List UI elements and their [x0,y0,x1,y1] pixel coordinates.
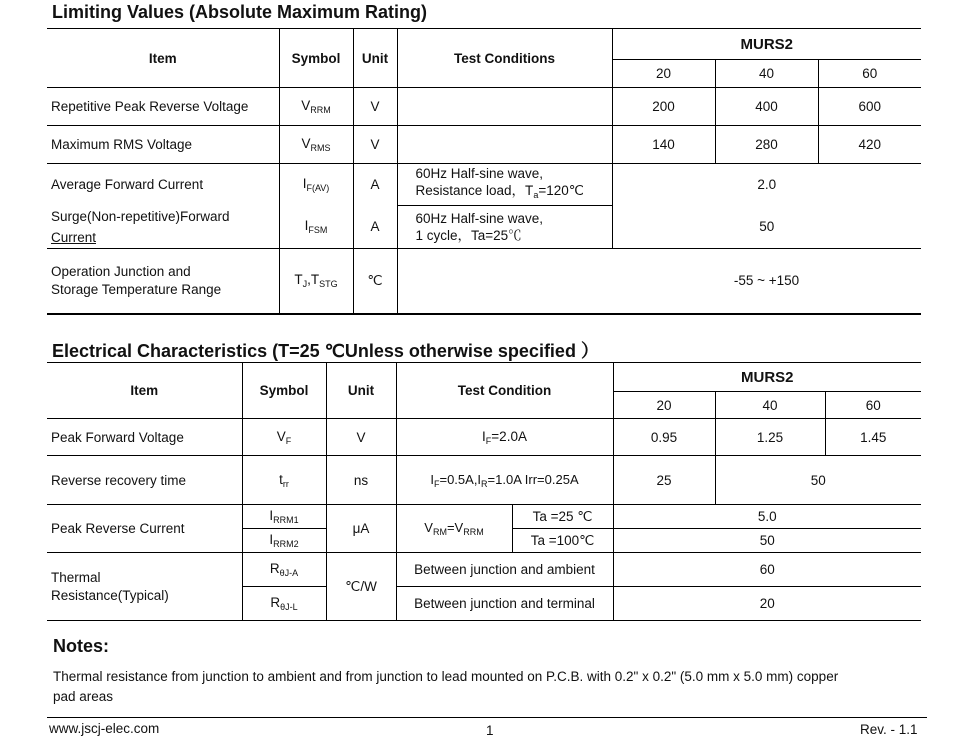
row-value-20: 140 [612,126,715,164]
header-symbol: Symbol [242,363,326,419]
notes-line-1: Thermal resistance from junction to ambient and from junction to lead mounted on P.C.B. with 0.2" x 0.2" (5.0 mm x 5.0 mm) copper [53,669,839,684]
row-symbol: $I_{RRM2}$ [242,529,326,553]
table-row [47,164,921,206]
row-condition-terminal: Between junction and terminal [396,587,613,621]
footer-url[interactable]: www.jscj-elec.com [49,721,160,736]
row-test [397,126,612,164]
row-ta-25: Ta =25 ℃ [512,505,613,529]
row-value: -55 ~ +150 [612,248,921,314]
row-symbol: $R_{\theta J-L}$ [242,587,326,621]
header-unit: Unit [353,29,397,88]
footer-revision: Rev. - 1.1 [860,722,918,737]
electrical-table [47,362,921,621]
row-condition-ambient: Between junction and ambient [396,553,613,587]
header-item: Item [47,363,242,419]
header-40: 40 [715,392,825,419]
header-part: MURS2 [613,363,921,392]
row-test: $I_F=0.5A,I_R=1.0A$ Irr=0.25A [396,456,613,505]
row-unit: ℃/W [326,553,396,621]
table-row [47,88,921,126]
row-unit: A [353,164,397,206]
table-row [47,505,921,529]
row-item: Maximum RMS Voltage [47,126,279,164]
row-item: Peak Forward Voltage [47,419,242,456]
row-value-60: 1.45 [825,419,921,456]
row-symbol: $V_{RRM}$ [279,88,353,126]
row-test: $I_F=2.0A$ [396,419,613,456]
row-symbol: $V_F$ [242,419,326,456]
row-value-40: 280 [715,126,818,164]
row-unit: V [353,88,397,126]
header-symbol: Symbol [279,29,353,88]
row-value-1: 5.0 [613,505,921,529]
row-value-20: 0.95 [613,419,715,456]
header-part: MURS2 [612,29,921,60]
row-unit: μA [326,505,396,553]
notes-line-2: pad areas [53,689,114,704]
table-row [47,419,921,456]
row-symbol: $I_{RRM1}$ [242,505,326,529]
row-value-2: 20 [613,587,921,621]
row-symbol: $V_{RMS}$ [279,126,353,164]
row-symbol: $t_{rr}$ [242,456,326,505]
row-test: 60Hz Half-sine wave, Resistance load，$T_a=120℃$ [397,164,612,206]
header-item: Item [47,29,279,88]
row-value-20: 25 [613,456,715,505]
row-value-2: 50 [613,529,921,553]
header-20: 20 [612,60,715,88]
electrical-title: Electrical Characteristics (T=25 ℃Unless otherwise specified ） [52,341,599,361]
row-unit: ℃ [353,248,397,314]
notes-title: Notes: [53,636,110,656]
header-test-condition: Test Condition [396,363,613,419]
row-value-1: 60 [613,553,921,587]
header-40: 40 [715,60,818,88]
row-item: Thermal Resistance(Typical) [47,553,242,621]
table-row [47,126,921,164]
row-unit: A [353,206,397,249]
row-value-20: 200 [612,88,715,126]
row-value: 50 [612,206,921,249]
row-value-60: 600 [818,88,921,126]
footer-page-number: 1 [486,723,494,738]
row-value-40: 400 [715,88,818,126]
table-row [47,248,921,314]
row-test [397,88,612,126]
header-unit: Unit [326,363,396,419]
limiting-title: Limiting Values (Absolute Maximum Rating) [52,2,428,22]
header-20: 20 [613,392,715,419]
table-row [47,456,921,505]
row-item: Average Forward Current [47,164,279,206]
header-60: 60 [818,60,921,88]
row-value: 2.0 [757,177,777,193]
row-test [397,248,612,314]
row-symbol: $I_{F(AV)}$ [279,164,353,206]
row-symbol: $R_{\theta J-A}$ [242,553,326,587]
table-row [47,553,921,587]
row-item: Peak Reverse Current [47,505,242,553]
row-unit: V [326,419,396,456]
row-value-40: 1.25 [715,419,825,456]
row-test: $V_{RM}=V_{RRM}$ [396,505,512,553]
row-item: Reverse recovery time [47,456,242,505]
row-symbol: $I_{FSM}$ [279,206,353,249]
header-60: 60 [825,392,921,419]
table-row [47,206,921,249]
row-test: 60Hz Half-sine wave, 1 cycle，Ta=25℃ [397,206,612,249]
header-test-conditions: Test Conditions [397,29,612,88]
row-value-40-60: 50 [715,456,921,505]
row-symbol: $T_J,T_{STG}$ [279,248,353,314]
notes-text [53,667,933,707]
limiting-table [47,28,921,315]
row-unit: ns [326,456,396,505]
row-item: Surge(Non-repetitive)Forward Current [47,206,279,249]
row-value-60: 420 [818,126,921,164]
row-item: Operation Junction and Storage Temperature Range [47,248,279,314]
footer-divider [47,717,927,718]
row-unit: V [353,126,397,164]
row-ta-100: Ta =100℃ [512,529,613,553]
row-item: Repetitive Peak Reverse Voltage [47,88,279,126]
